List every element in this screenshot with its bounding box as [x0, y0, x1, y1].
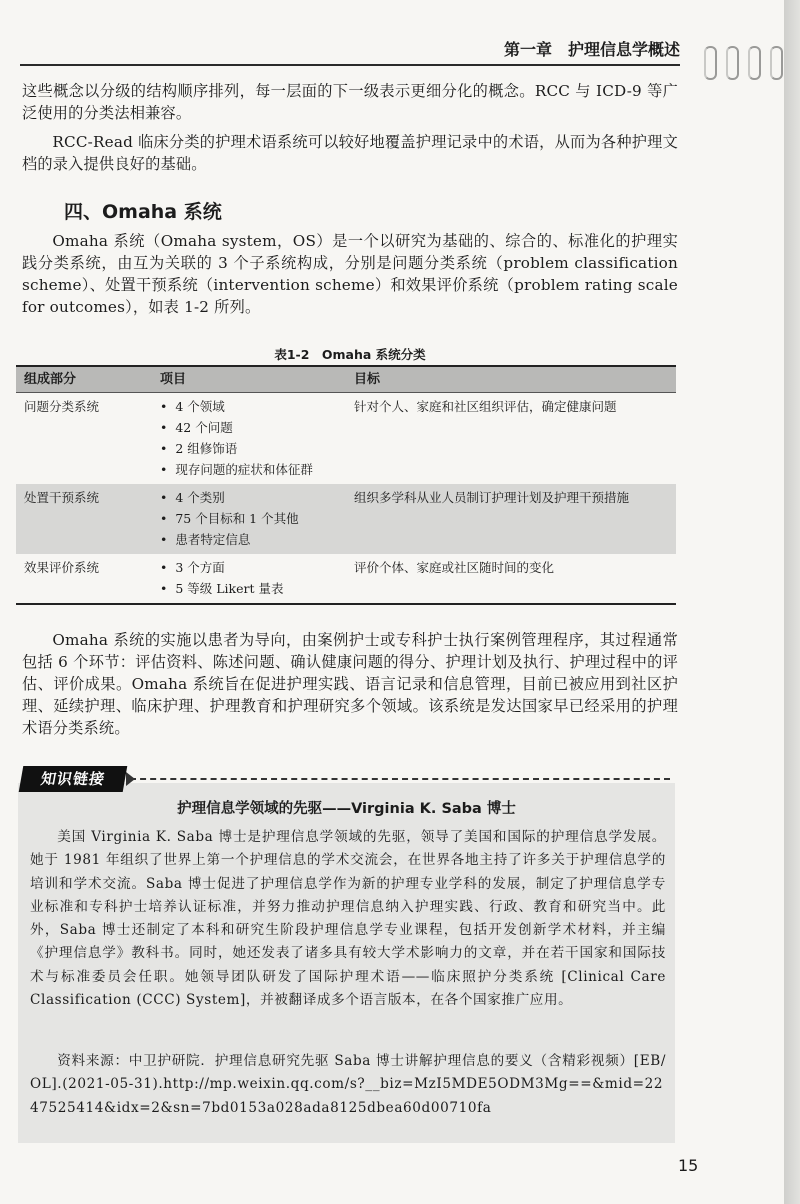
ring-icon: [770, 46, 783, 80]
paragraph-1: 这些概念以分级的结构顺序排列，每一层面的下一级表示更细分化的概念。RCC 与 ICD-9 等广泛使用的分类法相兼容。: [22, 82, 678, 122]
list-item: • 患者特定信息: [160, 529, 338, 550]
row-items: [152, 484, 346, 554]
binding-rings: [700, 46, 800, 86]
row-items: [152, 393, 346, 485]
list-item: • 2 组修饰语: [160, 438, 338, 459]
running-header: [20, 38, 680, 66]
next-page-edge: [784, 0, 800, 1204]
arrow-icon: [126, 772, 135, 786]
header-items: 项目: [152, 366, 346, 393]
row-goal: 组织多学科从业人员制订护理计划及护理干预措施: [354, 490, 630, 505]
row-goal: 评价个体、家庭或社区随时间的变化: [346, 554, 676, 604]
chapter-title: 护理信息学概述: [567, 40, 680, 59]
list-item: • 4 个领域: [160, 396, 338, 417]
list-item: • 现存问题的症状和体征群: [160, 459, 338, 480]
table-row: [16, 393, 676, 485]
row-component: 问题分类系统: [24, 399, 100, 414]
knowledge-link-badge: 知识链接: [19, 766, 128, 792]
row-component: 处置干预系统: [24, 490, 100, 505]
paragraph-3: Omaha 系统（Omaha system，OS）是一个以研究为基础的、综合的、标准化的护理实践分类系统，由互为关联的 3 个子系统构成，分别是问题分类系统（problem classification scheme）、处置干预系统（intervention scheme）和效果评价系统（problem rating scale for outcomes），如表 1-2 所列。: [22, 232, 678, 316]
paragraph-2: RCC-Read 临床分类的护理术语系统可以较好地覆盖护理记录中的术语，从而为各种护理文档的录入提供良好的基础。: [22, 133, 678, 173]
page-number: 15: [678, 1156, 699, 1175]
chapter-label: 第一章: [503, 40, 552, 59]
row-items: [152, 554, 346, 604]
knowledge-box-body: 美国 Virginia K. Saba 博士是护理信息学领域的先驱，领导了美国和国际的护理信息学发展。她于 1981 年组织了世界上第一个护理信息的学术交流会，在世界各地主持了许多关于护理信息学的培训和学术交流。Saba 博士促进了护理信息学作为新的护理专业学科的发展，制定了护理信息学专业标准和专科护士培养认证标准，并努力推动护理信息纳入护理实践、行政、教育和研究当中。此外，Saba 博士还制定了本科和研究生阶段护理信息学专业课程，包括开发创新学术材料，并主编《护理信息学》教科书。同时，她还发表了诸多具有较大学术影响力的文章，并在若干国家和国际技术与标准委员会任职。她领导团队研发了国际护理术语——临床照护分类系统 [Clinical Care Classification (CCC) System]，并被翻译成多个语言版本，在各个国家推广应用。: [30, 829, 666, 1009]
table-caption: 表1-2 Omaha 系统分类: [274, 347, 426, 362]
ring-icon: [726, 46, 739, 80]
header-goal: 目标: [346, 366, 676, 393]
table-header-row: [16, 366, 676, 393]
table-row: [16, 484, 676, 554]
header-component: 组成部分: [16, 366, 152, 393]
row-goal: 针对个人、家庭和社区组织评估，确定健康问题: [354, 399, 617, 414]
list-item: • 42 个问题: [160, 417, 338, 438]
ring-icon: [704, 46, 717, 80]
dashed-divider: [130, 778, 670, 780]
table-row: [16, 554, 676, 604]
row-component: 效果评价系统: [16, 554, 152, 604]
list-item: • 75 个目标和 1 个其他: [160, 508, 338, 529]
knowledge-box-source: 资料来源：中卫护研院．护理信息研究先驱 Saba 博士讲解护理信息的要义（含精彩视频）[EB/OL].(2021-05-31).http://mp.weixin.qq.com/s?__biz=MzI5MDE5ODM3Mg==&mid=2247525414&idx=2&sn=7bd0153a028ada8125dbea60d00710fa: [30, 1053, 666, 1116]
list-item: • 5 等级 Likert 量表: [160, 578, 338, 599]
ring-icon: [748, 46, 761, 80]
list-item: • 4 个类别: [160, 487, 338, 508]
paragraph-4: Omaha 系统的实施以患者为导向，由案例护士或专科护士执行案例管理程序，其过程通常包括 6 个环节：评估资料、陈述问题、确认健康问题的得分、护理计划及执行、护理过程中的评估、评价成果。Omaha 系统旨在促进护理实践、语言记录和信息管理，目前已被应用到社区护理、延续护理、临床护理、护理教育和护理研究多个领域。该系统是发达国家早已经采用的护理术语分类系统。: [22, 631, 678, 737]
knowledge-box-title: 护理信息学领域的先驱——Virginia K. Saba 博士: [177, 801, 516, 817]
list-item: • 3 个方面: [160, 557, 338, 578]
omaha-table: [16, 365, 676, 605]
section-heading: 四、Omaha 系统: [64, 201, 222, 223]
